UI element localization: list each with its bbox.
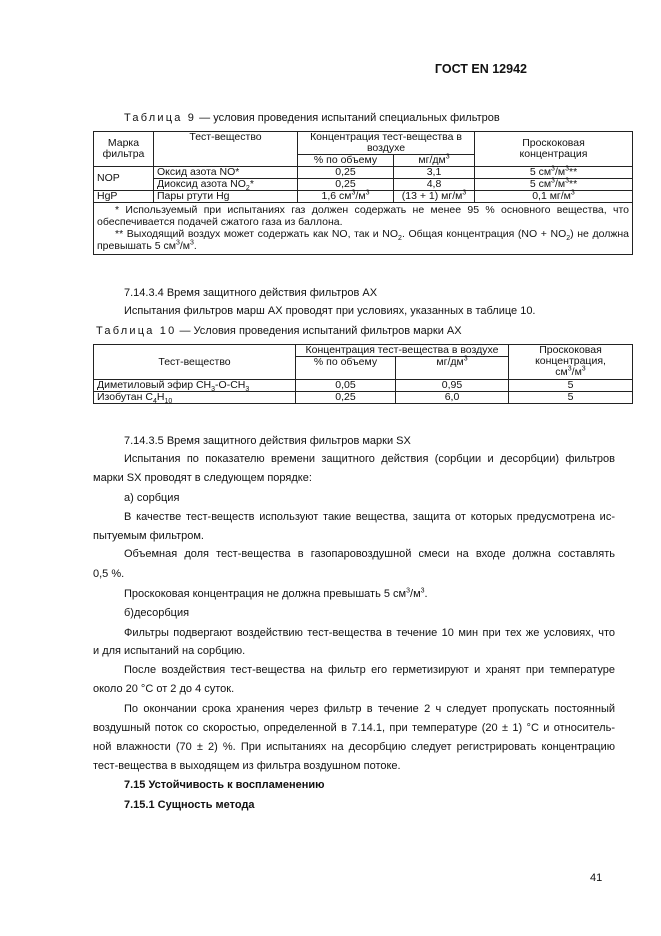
table-row: [94, 191, 633, 203]
table-row: [94, 392, 633, 404]
table9-note-2: ** Выходящий воздух может содержать как NO, так и $NO_2$. Общая концентрация $(NO + NO_2)$ не должна превышать 5 $см^3/м^3$.: [97, 228, 630, 252]
paragraph: 0,5 %.: [93, 568, 125, 580]
table9: [93, 131, 633, 255]
table-header-cell: % по объему: [298, 155, 394, 167]
table-row: [94, 345, 633, 357]
table-header-cell: Тест-вещество: [94, 345, 296, 380]
table-row: [94, 380, 633, 392]
table-cell: 4,8: [394, 179, 475, 191]
page-number: 41: [590, 872, 603, 884]
table-cell: 0,25: [296, 392, 396, 404]
table-cell: 0,05: [296, 380, 396, 392]
paragraph: а) сорбция: [124, 492, 180, 504]
paragraph: и для испытаний на сорбцию.: [93, 645, 246, 657]
paragraph: около 20 °С от 2 до 4 суток.: [93, 683, 235, 695]
paragraph: б)десорбция: [124, 607, 190, 619]
table-cell: (13 + 1) $мг/м^3$: [394, 191, 475, 203]
table-cell: Диоксид азота $NO_2*$: [154, 179, 298, 191]
table10-caption: [96, 325, 462, 337]
table-cell: NOP: [94, 167, 154, 191]
table-cell: Изобутан $C_4H_{10}$: [94, 392, 296, 404]
table9-caption-label: Таблица 9: [124, 112, 197, 124]
section-7-15-1-heading: 7.15.1 Сущность метода: [124, 799, 255, 811]
paragraph: По окончании срока хранения через фильтр в течение 2 ч следует пропускать постоянный: [124, 703, 615, 715]
table-cell: 5: [509, 392, 633, 404]
table-cell: 5: [509, 380, 633, 392]
section-7-14-3-4-heading: 7.14.3.4 Время защитного действия фильтров АХ: [124, 287, 378, 299]
standard-code: ГОСТ EN 12942: [434, 62, 527, 76]
table-header-cell: Проскоковая концентрация: [475, 132, 633, 167]
table-header-cell: Марка фильтра: [94, 132, 154, 167]
section-7-14-3-5-heading: 7.14.3.5 Время защитного действия фильтров марки SX: [124, 435, 411, 447]
paragraph: Объемная доля тест-вещества в газопаровоздушной смеси на входе должна составлять: [124, 548, 615, 560]
table-cell: Оксид азота NO*: [154, 167, 298, 179]
table-cell: Пары ртути Hg: [154, 191, 298, 203]
section-7-15-heading: 7.15 Устойчивость к воспламенению: [124, 779, 325, 791]
table-cell: Диметиловый эфир $CH_3-O-CH_3$: [94, 380, 296, 392]
paragraph: После воздействия тест-вещества на фильтр его герметизируют и хранят при температуре: [124, 664, 615, 676]
table-header-cell: % по объему: [296, 357, 396, 380]
paragraph: Проскоковая концентрация не должна превышать 5 $см^3/м^3$.: [124, 587, 428, 600]
table-cell: 5 $см^3/м^3**$: [475, 179, 633, 191]
table10: [93, 344, 633, 404]
paragraph: Испытания по показателю времени защитного действия (сорбции и десорбции) фильтров: [124, 453, 615, 465]
paragraph: марки SX проводят в следующем порядке:: [93, 472, 312, 484]
paragraph: ной влажности (70 ± 2) %. При испытаниях на десорбцию следует регистрировать концентрацию: [93, 741, 615, 753]
table-cell: 0,1 $мг/м^3$: [475, 191, 633, 203]
table10-caption-text: — Условия проведения испытаний фильтров марки АХ: [176, 325, 462, 337]
table-cell: 5 $см^3/м^3**$: [475, 167, 633, 179]
table-cell: 3,1: [394, 167, 475, 179]
table-header-cell: $мг/дм^3$: [394, 155, 475, 167]
table-cell: 0,95: [396, 380, 509, 392]
table-cell: 0,25: [298, 167, 394, 179]
paragraph: В качестве тест-веществ используют такие вещества, защита от которых предусмотрена ис-: [124, 511, 615, 523]
paragraph: пытуемым фильтром.: [93, 530, 204, 542]
paragraph: тест-вещества в выходящем из фильтра воздушном потоке.: [93, 760, 401, 772]
paragraph: Испытания фильтров марш АХ проводят при условиях, указанных в таблице 10.: [124, 305, 536, 317]
table9-caption: [124, 112, 500, 124]
table-row: [94, 132, 633, 155]
paragraph: воздушный поток со скоростью, определенной в 7.14.1, при температуре (20 ± 1) °С и относитель-: [93, 722, 615, 734]
table9-notes: [94, 203, 633, 255]
table-cell: 6,0: [396, 392, 509, 404]
table-header-cell: Концентрация тест-вещества в воздухе: [298, 132, 475, 155]
table-header-cell: $мг/дм^3$: [396, 357, 509, 380]
paragraph: Фильтры подвергают воздействию тест-вещества в течение 10 мин при тех же условиях, что: [124, 627, 615, 639]
table-header-cell: Тест-вещество: [154, 132, 298, 167]
table-cell: 0,25: [298, 179, 394, 191]
table9-caption-text: — условия проведения испытаний специальных фильтров: [196, 112, 500, 124]
table-cell: HgP: [94, 191, 154, 203]
table-header-cell: Концентрация тест-вещества в воздухе: [296, 345, 509, 357]
table-row: [94, 203, 633, 255]
table-cell: 1,6 $см^3/м^3$: [298, 191, 394, 203]
table9-note-1: * Используемый при испытаниях газ должен содержать не менее 95 % основного вещества, что обеспечивается подачей сжатого газа из баллона.: [97, 204, 629, 228]
table10-caption-label: Таблица 10: [96, 325, 177, 337]
table-header-cell: Проскоковая концентрация, $см^3/м^3$: [509, 345, 633, 380]
table-row: [94, 179, 633, 191]
